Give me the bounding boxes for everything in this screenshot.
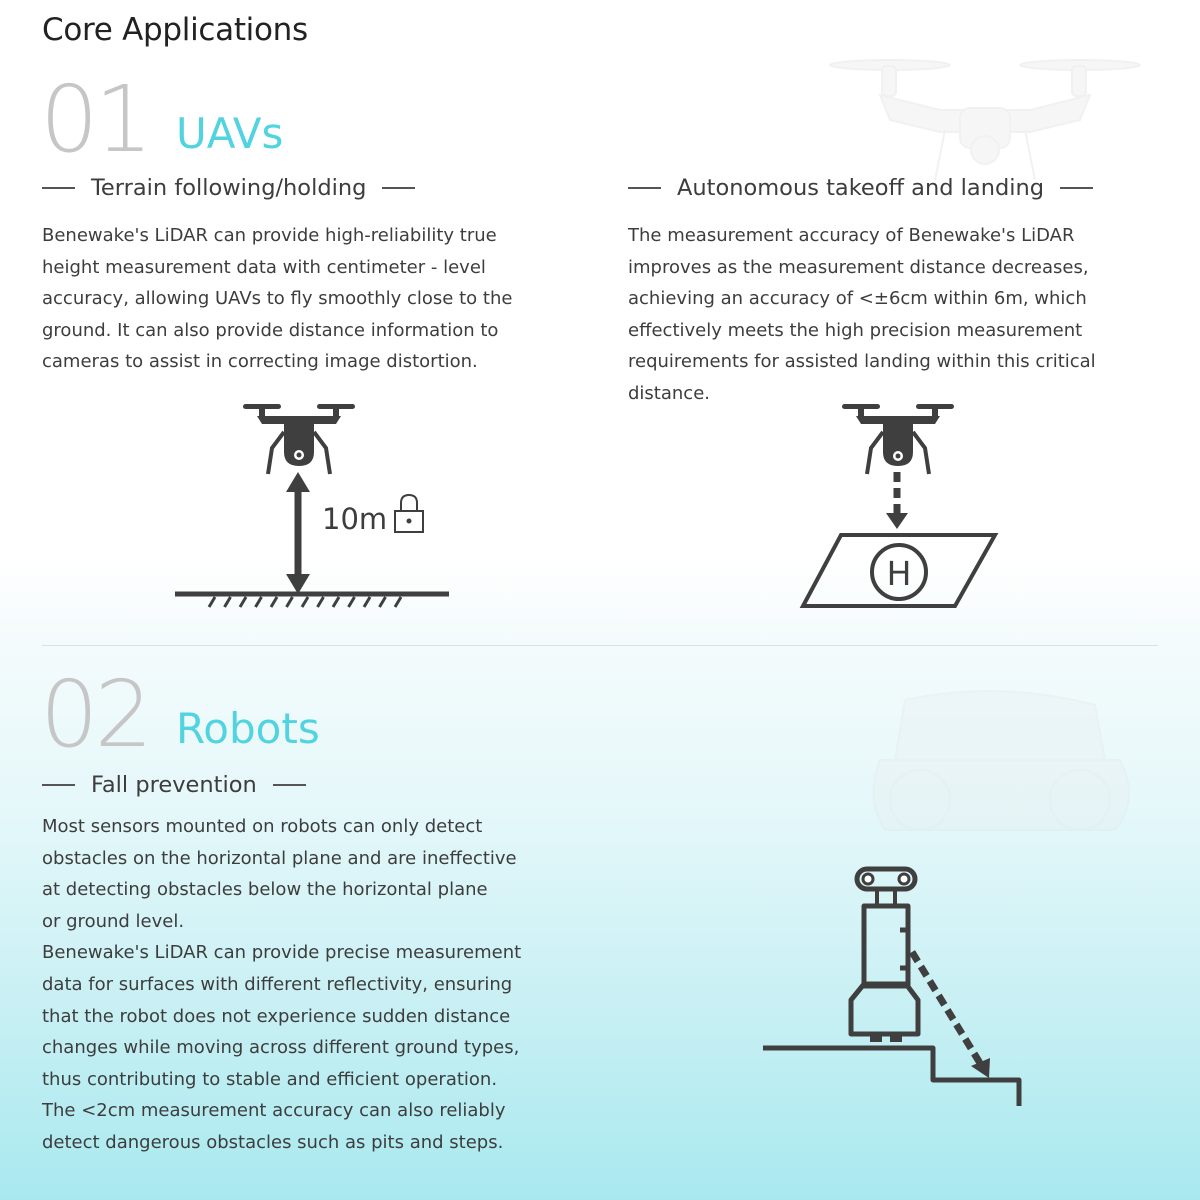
text-line: improves as the measurement distance decreases, <box>628 256 1089 278</box>
text-line: cameras to assist in correcting image distortion. <box>42 351 478 373</box>
section-title: UAVs <box>176 109 284 158</box>
text-line: height measurement data with centimeter - level <box>42 256 486 278</box>
text-line: The <2cm measurement accuracy can also reliably <box>42 1100 506 1122</box>
text-line: ground. It can also provide distance information to <box>42 319 499 341</box>
section-title: Robots <box>176 704 320 753</box>
text-line: Most sensors mounted on robots can only detect <box>42 816 483 837</box>
helipad-letter: H <box>886 554 912 593</box>
feature-title: Fall prevention <box>91 772 257 798</box>
text-line: distance. <box>628 382 710 404</box>
text-line: Benewake's LiDAR can provide high-reliability true <box>42 225 497 246</box>
text-line: or ground level. <box>42 910 185 932</box>
text-line: data for surfaces with different reflectivity, ensuring <box>42 973 513 995</box>
text-line: The measurement accuracy of Benewake's LiDAR <box>628 225 1075 246</box>
section-number: 02 <box>40 661 150 768</box>
section-number: 01 <box>40 66 150 173</box>
text-line: detect dangerous obstacles such as pits and steps. <box>42 1131 504 1153</box>
feature-title: Terrain following/holding <box>91 175 367 201</box>
altitude-label: 10m <box>322 502 388 536</box>
text-line: changes while moving across different ground types, <box>42 1037 520 1059</box>
text-line: accuracy, allowing UAVs to fly smoothly close to the <box>42 288 513 310</box>
text-line: thus contributing to stable and efficient operation. <box>42 1068 498 1090</box>
text-line: effectively meets the high precision measurement <box>628 319 1083 341</box>
text-line: obstacles on the horizontal plane and are ineffective <box>42 847 517 869</box>
text-line: that the robot does not experience sudden distance <box>42 1005 511 1027</box>
text-line: requirements for assisted landing within this critical <box>628 351 1096 373</box>
feature-title: Autonomous takeoff and landing <box>677 175 1045 201</box>
page-title: Core Applications <box>42 12 308 48</box>
text-line: at detecting obstacles below the horizontal plane <box>42 879 488 901</box>
text-line: Benewake's LiDAR can provide precise measurement <box>42 942 522 964</box>
text-line: achieving an accuracy of <±6cm within 6m, which <box>628 288 1087 310</box>
